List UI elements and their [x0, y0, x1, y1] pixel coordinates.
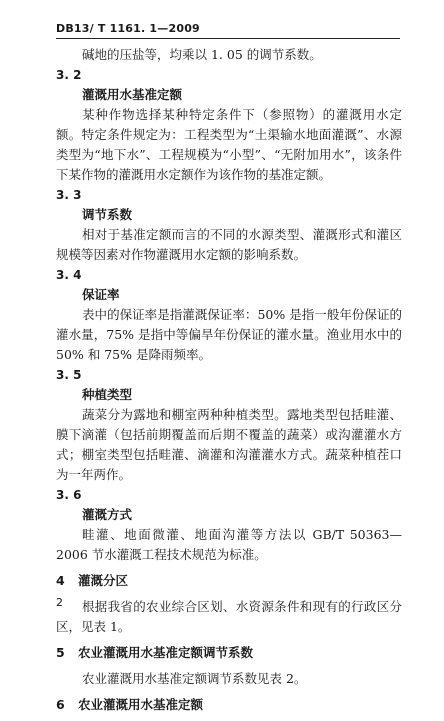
- section-3-2-text: 某种作物选择某种特定条件下（参照物）的灌溉用水定额。特定条件规定为：工程类型为“土渠输水地面灌溉”、水源类型为“地下水”、工程规模为“小型”、“无附加用水”，该条件下某作物的灌溉用水定额作为该作物的基准定额。: [56, 107, 402, 182]
- section-3-4-text: 表中的保证率是指灌溉保证率：50% 是指一般年份保证的灌水量，75% 是指中等偏旱年份保证的灌水量。渔业用水中的 50% 和 75% 是降雨频率。: [56, 307, 402, 362]
- document-header: DB13/ T 1161. 1—2009: [56, 22, 200, 35]
- section-6-heading: [56, 695, 402, 715]
- section-3-6-text: 畦灌、地面微灌、地面沟灌等方法以 GB/T 50363—2006 节水灌溉工程技术规范为标准。: [56, 527, 402, 562]
- section-5-number: 5: [56, 645, 65, 660]
- section-3-3-number: 3. 3: [56, 188, 82, 202]
- section-4-title: 灌溉分区: [78, 573, 129, 588]
- header-rule: [56, 38, 400, 39]
- section-4-heading: [56, 571, 402, 591]
- section-3-5-number: 3. 5: [56, 368, 82, 382]
- section-6-number: 6: [56, 697, 65, 712]
- page-number: 2: [56, 596, 63, 609]
- section-3-5-text: 蔬菜分为露地和棚室两种种植类型。露地类型包括畦灌、膜下滴灌（包括前期覆盖而后期不覆盖的蔬菜）或沟灌灌水方式；棚室类型包括畦灌、滴灌和沟灌灌水方式。蔬菜种植茬口为一年两作。: [56, 407, 402, 482]
- section-3-3-title: 调节系数: [82, 207, 133, 222]
- section-3-4-title: 保证率: [82, 287, 120, 302]
- document-body: [56, 45, 402, 721]
- section-5-text: 农业灌溉用水基准定额调节系数见表 2。: [82, 671, 307, 686]
- section-3-2-title: 灌溉用水基准定额: [82, 87, 183, 102]
- section-3-2-number: 3. 2: [56, 68, 82, 82]
- section-3-3-text: 相对于基准定额而言的不同的水源类型、灌溉形式和灌区规模等因素对作物灌溉用水定额的影响系数。: [56, 227, 402, 262]
- section-3-6-number: 3. 6: [56, 488, 82, 502]
- paragraph-continuation: 碱地的压盐等，均乘以 1. 05 的调节系数。: [82, 47, 322, 62]
- section-4-text: 根据我省的农业综合区划、水资源条件和现有的行政区分区，见表 1。: [56, 599, 402, 634]
- section-5-heading: [56, 643, 402, 663]
- section-3-6-title: 灌溉方式: [82, 507, 133, 522]
- section-5-title: 农业灌溉用水基准定额调节系数: [78, 645, 254, 660]
- section-3-4-number: 3. 4: [56, 268, 82, 282]
- section-3-5-title: 种植类型: [82, 387, 133, 402]
- section-4-number: 4: [56, 573, 65, 588]
- section-6-title: 农业灌溉用水基准定额: [78, 697, 204, 712]
